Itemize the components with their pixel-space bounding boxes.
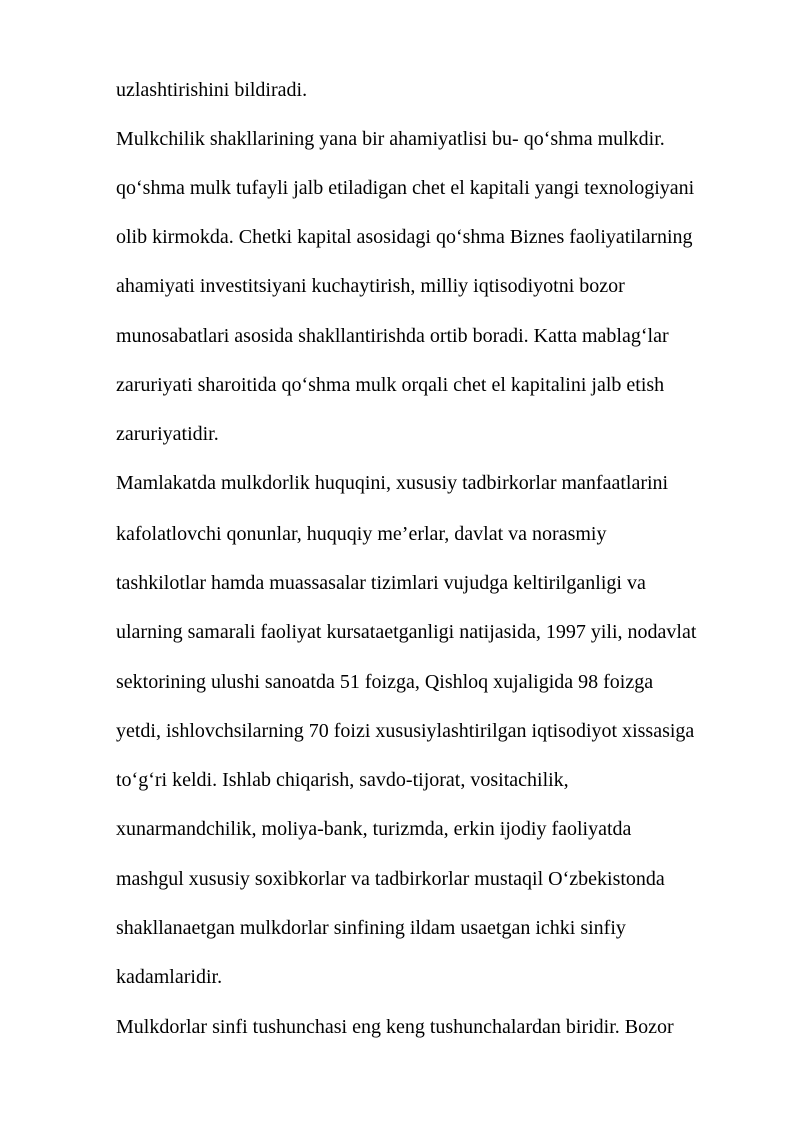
- text-line: Mulkchilik shakllarining yana bir ahamiyatlisi bu- qo‘shma mulkdir.: [116, 128, 665, 150]
- text-line: uzlashtirishini bildiradi.: [116, 79, 308, 101]
- text-line: shakllanaetgan mulkdorlar sinfining ildam usaetgan ichki sinfiy: [116, 917, 626, 939]
- text-line: tashkilotlar hamda muassasalar tizimlari vujudga keltirilganligi va: [116, 572, 646, 594]
- text-line: to‘g‘ri keldi. Ishlab chiqarish, savdo-tijorat, vositachilik,: [116, 769, 569, 791]
- text-line: xunarmandchilik, moliya-bank, turizmda, erkin ijodiy faoliyatda: [116, 818, 632, 840]
- text-line: munosabatlari asosida shakllantirishda ortib boradi. Katta mablag‘lar: [116, 325, 669, 347]
- text-line: qo‘shma mulk tufayli jalb etiladigan chet el kapitali yangi texnologiyani: [116, 177, 695, 199]
- text-line: Mamlakatda mulkdorlik huquqini, xususiy tadbirkorlar manfaatlarini: [116, 472, 669, 494]
- text-line: sektorining ulushi sanoatda 51 foizga, Qishloq xujaligida 98 foizga: [116, 671, 654, 693]
- text-line: yetdi, ishlovchsilarning 70 foizi xususiylashtirilgan iqtisodiyot xissasiga: [116, 720, 695, 742]
- text-line: kadamlaridir.: [116, 966, 223, 988]
- text-line: mashgul xususiy soxibkorlar va tadbirkorlar mustaqil O‘zbekistonda: [116, 868, 665, 890]
- text-line: kafolatlovchi qonunlar, huquqiy me’erlar, davlat va norasmiy: [116, 523, 607, 545]
- text-line: ahamiyati investitsiyani kuchaytirish, milliy iqtisodiyotni bozor: [116, 275, 625, 297]
- text-line: olib kirmokda. Chetki kapital asosidagi qo‘shma Biznes faoliyatilarning: [116, 226, 693, 248]
- text-line: zaruriyatidir.: [116, 423, 219, 445]
- text-line: ularning samarali faoliyat kursataetganligi natijasida, 1997 yili, nodavlat: [116, 621, 697, 643]
- text-line: zaruriyati sharoitida qo‘shma mulk orqali chet el kapitalini jalb etish: [116, 374, 665, 396]
- text-line: Mulkdorlar sinfi tushunchasi eng keng tushunchalardan biridir. Bozor: [116, 1016, 674, 1038]
